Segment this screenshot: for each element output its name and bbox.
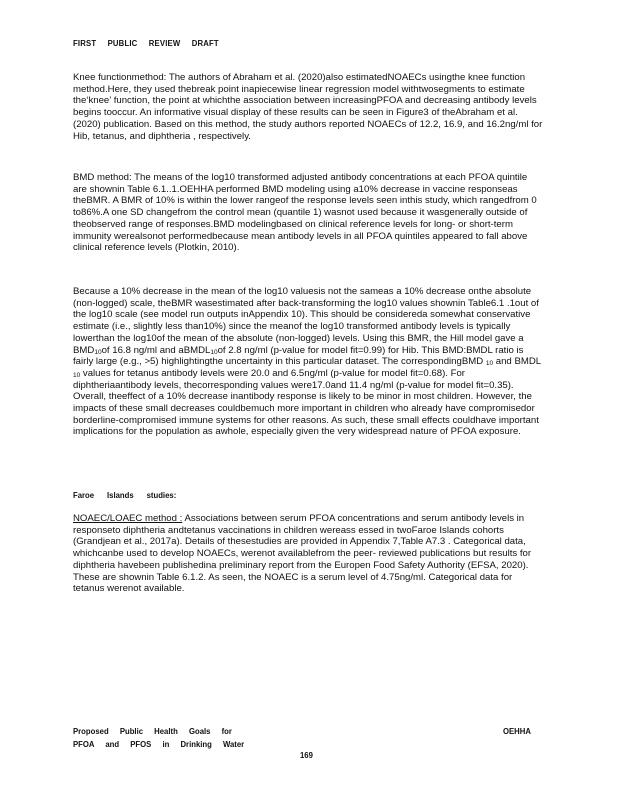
page-number: 169: [300, 750, 313, 760]
bmr-text-d: and BMDL: [495, 356, 541, 368]
bmr-text-e: values for tetanus antibody levels were 20.0 and 6.5ng/ml (p-value for model fit=0.68). For diphtheriaantibody levels, thecorresponding values were17.0and 11.4 ng/ml (p-value for model fit=0.35). Overall, theeffect of a 10% decrease inantibody response is likely to be minor in most children. However, the impacts of these small decreases couldbemuch more important in children who already have compromisedor borderline-compromised immune systems for other reasons. As such, these small effects couldhave important implications for the population as awhole, especially given the very widespread nature of PFOA exposure.: [73, 367, 539, 438]
bmr-paragraph: [73, 286, 543, 438]
footer-line-1: Proposed Public Health Goals for: [73, 726, 232, 736]
faroe-islands-heading: Faroe Islands studies:: [73, 490, 177, 500]
bmr-text-a: Because a 10% decrease in the mean of the log10 valuesis not the sameas a 10% decrease onthe absolute (non-logged) scale, theBMR wasestimated after back-transforming the log10 values shownin Table6.1 .1out of the log10 scale (see model run outputs inAppendix 10). This should be considereda somewhat conservative estimate (i.e., slightly less than10%) since the meanof the log10 transformed antibody levels is typically lowerthan the log10of the mean of the absolute (non-logged) levels. Using this BMR, the Hill model gave a BMD: [73, 286, 539, 356]
noaec-text: Associations between serum PFOA concentrations and serum antibody levels in responseto diphtheria andtetanus vaccinations in children wereass essed in twoFaroe Islands cohorts (Grandjean et al., 2017a). Details of thesestudies are provided in Appendix 7,Table A7.3 . Categorical data, whichcanbe used to develop NOAECs, werenot availablefrom the peer- reviewed publications but results for diphtheria havebeen publishedina preliminary report from the Europen Food Safety Authority (EFSA, 2020). These are shownin Table 6.1.2. As seen, the NOAEC is a serum level of 4.75ng/ml. Categorical data for tetanus werenot available.: [73, 513, 532, 595]
bmr-text-b: of 16.8 ng/ml and aBMDL: [101, 344, 211, 356]
bmdl-subscript: 10: [210, 348, 218, 356]
bmd-method-paragraph: BMD method: The means of the log10 transformed adjusted antibody concentrations at each PFOA quintile are shownin Table 6.1..1.OEHHA performed BMD modeling using a10% decrease in vaccine responseas theBMR. A BMR of 10% is within the lower rangeof the response levels seen inthis study, which rangedfrom 0 to86%.A one SD changefrom the control mean (quantile 1) wasnot used because it wasgenerally outside of theobserved range of responses.BMD modelingbased on clinical reference levels for long- or short-term immunity werealsonot performedbecause mean antibody levels in all PFOA quintiles appeared to fall above clinical reference levels (Plotkin, 2010).: [73, 172, 537, 254]
bmr-text-c: of 2.8 ng/ml (p-value for model fit=0.99) for Hib. This BMD:BMDL ratio is fairly large (e.g., >5) highlightingthe uncertainty in this particular dataset. The correspondingBMD: [73, 344, 524, 368]
bmdl-subscript-2: 10: [73, 371, 81, 379]
noaec-paragraph: [73, 513, 543, 595]
noaec-label: NOAEC/LOAEC method :: [73, 513, 183, 524]
footer-line-2: PFOA and PFOS in Drinking Water: [73, 739, 245, 749]
footer-org: OEHHA: [503, 726, 531, 736]
bmd-subscript-2: 10: [485, 360, 494, 368]
footer-title: [73, 725, 244, 751]
knee-function-paragraph: Knee functionmethod: The authors of Abraham et al. (2020)also estimatedNOAECs usingthe knee function method.Here, they used thebreak point inapiecewise linear regression model withtwosegments to estimate the‘knee’ function, the point at whichthe association between increasingPFOA and decreasing antibody levels begins tooccur. An informative visual display of these results can be seen in Figure3 of theAbraham et al. (2020) publication. Based on this method, the study authors reported NOAECs of 12.2, 16.9, and 16.2ng/ml for Hib, tetanus, and diphtheria , respectively.: [73, 72, 543, 142]
draft-header: FIRST PUBLIC REVIEW DRAFT: [73, 38, 219, 48]
bmd-subscript: 10: [94, 348, 102, 356]
